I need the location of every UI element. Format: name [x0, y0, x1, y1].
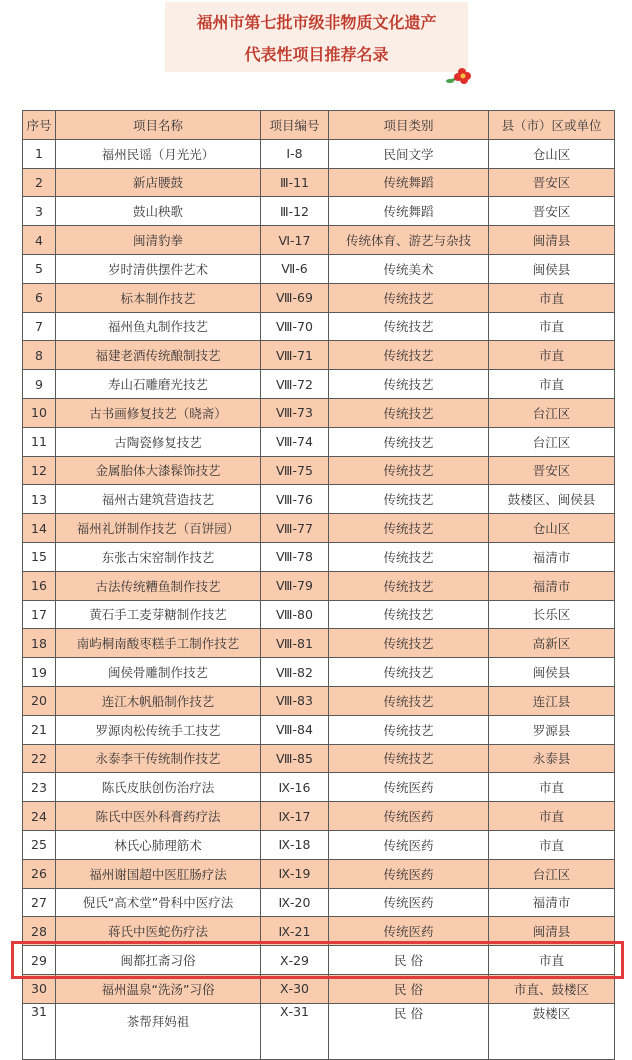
column-header-index: 序号 — [23, 111, 56, 140]
cell-name: 黄石手工麦芽糖制作技艺 — [56, 600, 261, 629]
cell-region: 市直、鼓楼区 — [489, 974, 615, 1003]
cell-code: Ⅹ-30 — [261, 974, 329, 1003]
cell-category: 民 俗 — [329, 974, 489, 1003]
table-row — [23, 254, 615, 283]
cell-code: Ⅷ-85 — [261, 744, 329, 773]
cell-category: 传统技艺 — [329, 283, 489, 312]
cell-name: 岁时清供摆件艺术 — [56, 254, 261, 283]
cell-category: 传统美术 — [329, 254, 489, 283]
cell-category: 民 俗 — [329, 1003, 489, 1059]
table-row — [23, 341, 615, 370]
cell-index: 2 — [23, 168, 56, 197]
cell-name: 罗源肉松传统手工技艺 — [56, 715, 261, 744]
cell-category: 传统技艺 — [329, 571, 489, 600]
cell-region: 鼓楼区、闽侯县 — [489, 485, 615, 514]
cell-name: 陈氏皮肤创伤治疗法 — [56, 773, 261, 802]
cell-index: 11 — [23, 427, 56, 456]
cell-region: 市直 — [489, 341, 615, 370]
cell-name: 福州谢国超中医肛肠疗法 — [56, 859, 261, 888]
cell-category: 传统技艺 — [329, 542, 489, 571]
page-subtitle: 代表性项目推荐名录 — [244, 45, 389, 64]
cell-index: 19 — [23, 658, 56, 687]
cell-code: Ⅸ-18 — [261, 830, 329, 859]
cell-index: 16 — [23, 571, 56, 600]
cell-category: 传统医药 — [329, 888, 489, 917]
cell-code: Ⅷ-75 — [261, 456, 329, 485]
table-row — [23, 398, 615, 427]
column-header-category: 项目类别 — [329, 111, 489, 140]
cell-index: 5 — [23, 254, 56, 283]
cell-region: 市直 — [489, 312, 615, 341]
cell-category: 传统体育、游艺与杂技 — [329, 226, 489, 255]
cell-name: 寿山石雕磨光技艺 — [56, 370, 261, 399]
cell-code: Ⅲ-11 — [261, 168, 329, 197]
cell-category: 传统技艺 — [329, 514, 489, 543]
cell-region: 仓山区 — [489, 514, 615, 543]
table-row — [23, 427, 615, 456]
cell-code: Ⅹ-31 — [261, 1003, 329, 1059]
cell-category: 传统医药 — [329, 830, 489, 859]
column-header-name: 项目名称 — [56, 111, 261, 140]
cell-index: 23 — [23, 773, 56, 802]
cell-region: 闽清县 — [489, 917, 615, 946]
cell-name: 福州鱼丸制作技艺 — [56, 312, 261, 341]
cell-region: 仓山区 — [489, 139, 615, 168]
cell-code: Ⅸ-21 — [261, 917, 329, 946]
page-title: 福州市第七批市级非物质文化遗产 — [196, 13, 437, 32]
cell-name: 标本制作技艺 — [56, 283, 261, 312]
cell-index: 8 — [23, 341, 56, 370]
table-row — [23, 686, 615, 715]
cell-code: Ⅷ-79 — [261, 571, 329, 600]
flower-icon — [443, 64, 473, 88]
cell-name: 南屿桐南酸枣糕手工制作技艺 — [56, 629, 261, 658]
table-row — [23, 888, 615, 917]
table-row — [23, 658, 615, 687]
cell-region: 福清市 — [489, 888, 615, 917]
cell-region: 永泰县 — [489, 744, 615, 773]
cell-category: 传统医药 — [329, 802, 489, 831]
cell-index: 21 — [23, 715, 56, 744]
table-row — [23, 485, 615, 514]
cell-code: Ⅸ-20 — [261, 888, 329, 917]
cell-region: 晋安区 — [489, 168, 615, 197]
cell-region: 福清市 — [489, 542, 615, 571]
cell-name: 福州礼饼制作技艺（百饼园） — [56, 514, 261, 543]
cell-code: Ⅰ-8 — [261, 139, 329, 168]
cell-index: 12 — [23, 456, 56, 485]
table-header-row — [23, 111, 615, 140]
cell-name: 倪氏“高术堂”骨科中医疗法 — [56, 888, 261, 917]
cell-category: 传统技艺 — [329, 456, 489, 485]
cell-name: 闽清豹拳 — [56, 226, 261, 255]
cell-category: 传统技艺 — [329, 398, 489, 427]
table-row — [23, 514, 615, 543]
heritage-table — [22, 110, 615, 1060]
cell-name: 福建老酒传统酿制技艺 — [56, 341, 261, 370]
cell-region: 市直 — [489, 946, 615, 975]
cell-code: Ⅷ-83 — [261, 686, 329, 715]
cell-name: 茶帮拜妈祖 — [56, 1003, 261, 1059]
cell-name: 新店腰鼓 — [56, 168, 261, 197]
cell-code: Ⅵ-17 — [261, 226, 329, 255]
table-row — [23, 744, 615, 773]
cell-region: 福清市 — [489, 571, 615, 600]
table-row — [23, 312, 615, 341]
cell-index: 9 — [23, 370, 56, 399]
cell-code: Ⅶ-6 — [261, 254, 329, 283]
column-header-code: 项目编号 — [261, 111, 329, 140]
cell-category: 传统技艺 — [329, 341, 489, 370]
cell-region: 连江县 — [489, 686, 615, 715]
cell-code: Ⅷ-73 — [261, 398, 329, 427]
cell-index: 18 — [23, 629, 56, 658]
cell-category: 传统舞蹈 — [329, 168, 489, 197]
cell-name: 连江木帆船制作技艺 — [56, 686, 261, 715]
cell-index: 10 — [23, 398, 56, 427]
cell-code: Ⅷ-71 — [261, 341, 329, 370]
cell-code: Ⅷ-76 — [261, 485, 329, 514]
cell-index: 1 — [23, 139, 56, 168]
cell-index: 7 — [23, 312, 56, 341]
cell-region: 市直 — [489, 802, 615, 831]
cell-code: Ⅷ-78 — [261, 542, 329, 571]
cell-code: Ⅷ-72 — [261, 370, 329, 399]
cell-category: 民间文学 — [329, 139, 489, 168]
cell-code: Ⅷ-69 — [261, 283, 329, 312]
table-row — [23, 456, 615, 485]
cell-name: 福州温泉“洗汤”习俗 — [56, 974, 261, 1003]
cell-name: 古陶瓷修复技艺 — [56, 427, 261, 456]
cell-region: 市直 — [489, 830, 615, 859]
cell-code: Ⅸ-19 — [261, 859, 329, 888]
cell-code: Ⅷ-82 — [261, 658, 329, 687]
cell-index: 27 — [23, 888, 56, 917]
cell-code: Ⅷ-84 — [261, 715, 329, 744]
highlight-box — [11, 941, 624, 979]
cell-name: 金属胎体大漆髹饰技艺 — [56, 456, 261, 485]
cell-code: Ⅹ-29 — [261, 946, 329, 975]
cell-name: 古书画修复技艺（晓斋） — [56, 398, 261, 427]
cell-name: 闽都扛斋习俗 — [56, 946, 261, 975]
cell-region: 鼓楼区 — [489, 1003, 615, 1059]
cell-index: 29 — [23, 946, 56, 975]
cell-name: 鼓山秧歌 — [56, 197, 261, 226]
cell-index: 24 — [23, 802, 56, 831]
cell-category: 传统医药 — [329, 917, 489, 946]
cell-category: 传统技艺 — [329, 600, 489, 629]
cell-region: 长乐区 — [489, 600, 615, 629]
cell-index: 25 — [23, 830, 56, 859]
cell-category: 传统技艺 — [329, 427, 489, 456]
cell-region: 市直 — [489, 370, 615, 399]
cell-index: 30 — [23, 974, 56, 1003]
table-row — [23, 715, 615, 744]
table-row — [23, 571, 615, 600]
cell-index: 26 — [23, 859, 56, 888]
cell-name: 古法传统糟鱼制作技艺 — [56, 571, 261, 600]
cell-region: 闽侯县 — [489, 658, 615, 687]
cell-code: Ⅷ-70 — [261, 312, 329, 341]
table-row — [23, 370, 615, 399]
cell-category: 传统舞蹈 — [329, 197, 489, 226]
table-row — [23, 168, 615, 197]
cell-code: Ⅸ-16 — [261, 773, 329, 802]
table-row — [23, 830, 615, 859]
cell-index: 20 — [23, 686, 56, 715]
cell-code: Ⅷ-81 — [261, 629, 329, 658]
cell-category: 传统技艺 — [329, 629, 489, 658]
cell-region: 晋安区 — [489, 197, 615, 226]
cell-category: 传统医药 — [329, 859, 489, 888]
cell-region: 台江区 — [489, 859, 615, 888]
cell-name: 东张古宋窑制作技艺 — [56, 542, 261, 571]
cell-category: 传统技艺 — [329, 658, 489, 687]
cell-index: 15 — [23, 542, 56, 571]
cell-index: 22 — [23, 744, 56, 773]
cell-region: 市直 — [489, 773, 615, 802]
cell-index: 17 — [23, 600, 56, 629]
cell-category: 传统技艺 — [329, 370, 489, 399]
cell-region: 闽侯县 — [489, 254, 615, 283]
cell-region: 市直 — [489, 283, 615, 312]
cell-region: 高新区 — [489, 629, 615, 658]
table-row — [23, 773, 615, 802]
cell-name: 闽侯骨雕制作技艺 — [56, 658, 261, 687]
cell-category: 传统医药 — [329, 773, 489, 802]
cell-index: 6 — [23, 283, 56, 312]
cell-name: 林氏心肺理筋术 — [56, 830, 261, 859]
table-row — [23, 139, 615, 168]
cell-code: Ⅸ-17 — [261, 802, 329, 831]
cell-region: 台江区 — [489, 427, 615, 456]
cell-region: 罗源县 — [489, 715, 615, 744]
cell-category: 传统技艺 — [329, 744, 489, 773]
cell-category: 传统技艺 — [329, 715, 489, 744]
table-row — [23, 197, 615, 226]
cell-index: 3 — [23, 197, 56, 226]
table-row — [23, 600, 615, 629]
cell-category: 民 俗 — [329, 946, 489, 975]
cell-code: Ⅷ-77 — [261, 514, 329, 543]
cell-region: 晋安区 — [489, 456, 615, 485]
cell-index: 4 — [23, 226, 56, 255]
cell-name: 福州古建筑营造技艺 — [56, 485, 261, 514]
cell-index: 28 — [23, 917, 56, 946]
cell-index: 31 — [23, 1003, 56, 1059]
cell-category: 传统技艺 — [329, 485, 489, 514]
table-row — [23, 542, 615, 571]
cell-region: 闽清县 — [489, 226, 615, 255]
table-row — [23, 226, 615, 255]
column-header-region: 县（市）区或单位 — [489, 111, 615, 140]
cell-code: Ⅲ-12 — [261, 197, 329, 226]
cell-name: 蒋氏中医蛇伤疗法 — [56, 917, 261, 946]
cell-index: 14 — [23, 514, 56, 543]
cell-code: Ⅷ-80 — [261, 600, 329, 629]
cell-name: 陈氏中医外科膏药疗法 — [56, 802, 261, 831]
table-row — [23, 802, 615, 831]
cell-name: 永泰李干传统制作技艺 — [56, 744, 261, 773]
cell-category: 传统技艺 — [329, 686, 489, 715]
cell-category: 传统技艺 — [329, 312, 489, 341]
table-row — [23, 859, 615, 888]
title-box — [165, 2, 468, 72]
table-row — [23, 629, 615, 658]
cell-code: Ⅷ-74 — [261, 427, 329, 456]
table-row — [23, 283, 615, 312]
cell-index: 13 — [23, 485, 56, 514]
cell-name: 福州民谣（月光光） — [56, 139, 261, 168]
table-row — [23, 1003, 615, 1059]
cell-region: 台江区 — [489, 398, 615, 427]
